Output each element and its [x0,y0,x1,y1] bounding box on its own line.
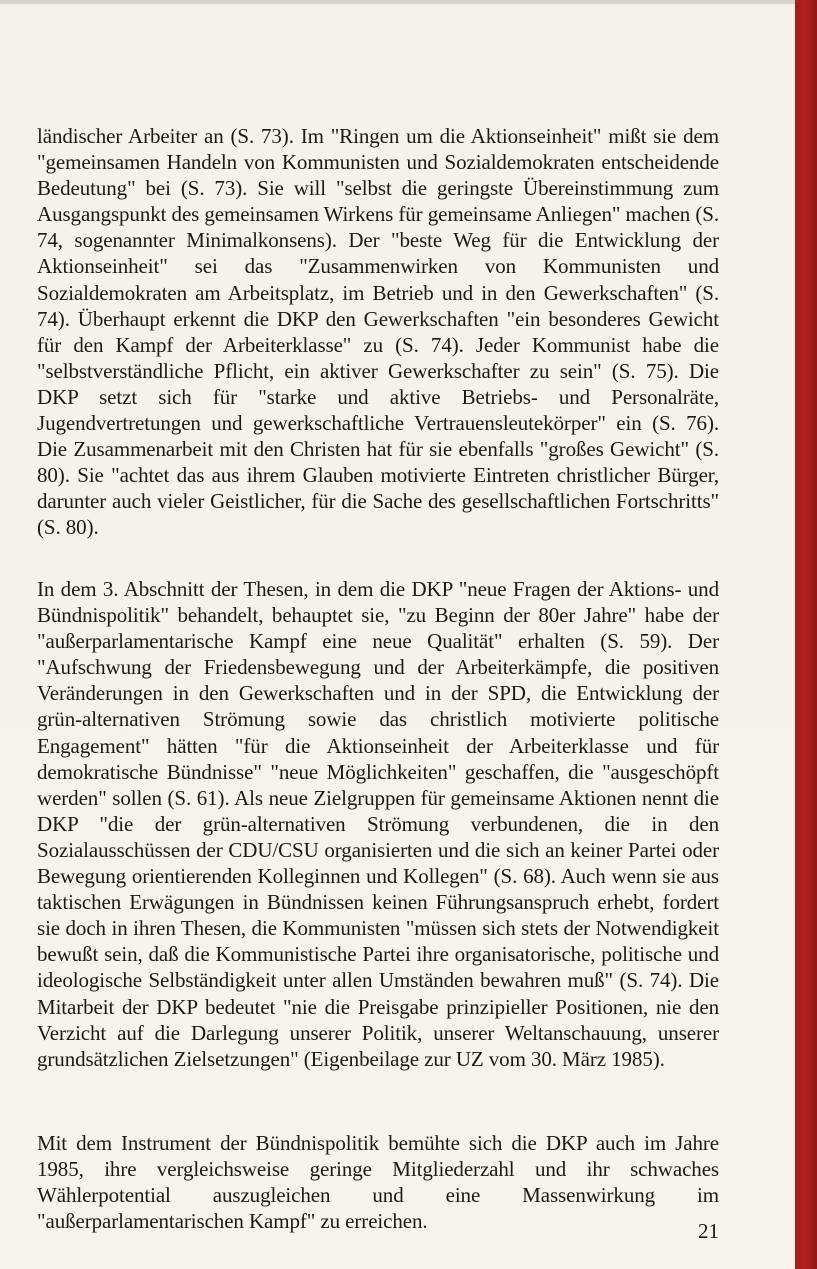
page-number: 21 [698,1219,719,1243]
body-paragraph: ländischer Arbeiter an (S. 73). Im "Ringen um die Aktionseinheit" mißt sie dem "gemeinsamen Handeln von Kommunisten und Sozialdemokraten entscheidende Bedeutung" bei (S. 73). Sie will "selbst die geringste Übereinstimmung zum Ausgangspunkt des gemeinsamen Wirkens für gemeinsame Anliegen" machen (S. 74, sogenannter Minimalkonsens). Der "beste Weg für die Entwicklung der Aktionseinheit" sei das "Zusammenwirken von Kommunisten und Sozialdemokraten am Arbeitsplatz, im Betrieb und in den Gewerkschaften" (S. 74). Überhaupt erkennt die DKP den Gewerkschaften "ein besonderes Gewicht für den Kampf der Arbeiterklasse" zu (S. 74). Jeder Kommunist habe die "selbstverständliche Pflicht, ein aktiver Gewerkschafter zu sein" (S. 75). Die DKP setzt sich für "starke und aktive Betriebs- und Personalräte, Jugendvertretungen und gewerkschaftliche Vertrauensleutekörper" ein (S. 76). Die Zusammenarbeit mit den Christen hat für sie ebenfalls "großes Gewicht" (S. 80). Sie "achtet das aus ihrem Glauben motivierte Eintreten christlicher Bürger, darunter auch vieler Geistlicher, für die Sache des gesellschaftlichen Fortschritts" (S. 80). [37,124,719,540]
body-paragraph: In dem 3. Abschnitt der Thesen, in dem die DKP "neue Fragen der Aktions- und Bündnispolitik" behandelt, behauptet sie, "zu Beginn der 80er Jahre" habe der "außerparlamentarische Kampf eine neue Qualität" erhalten (S. 59). Der "Aufschwung der Friedensbewegung und der Arbeiterkämpfe, die positiven Veränderungen in den Gewerkschaften und in der SPD, die Entwicklung der grün-alternativen Strömung sowie das christlich motivierte politische Engagement" hätten "für die Aktionseinheit der Arbeiterklasse und für demokratische Bündnisse" "neue Möglichkeiten" geschaffen, die "ausgeschöpft werden" sollen (S. 61). Als neue Zielgruppen für gemeinsame Aktionen nennt die DKP "die der grün-alternativen Strömung verbundenen, die in den Sozialausschüssen der CDU/CSU organisierten und die sich an keiner Partei oder Bewegung orientierenden Kolleginnen und Kollegen" (S. 68). Auch wenn sie aus taktischen Erwägungen in Bündnissen keinen Führungsanspruch erhebt, fordert sie doch in ihren Thesen, die Kommunisten "müssen sich stets der Notwendigkeit bewußt sein, daß die Kommunistische Partei ihre organisatorische, politische und ideologische Selbständigkeit unter allen Umständen bewahren muß" (S. 74). Die Mitarbeit der DKP bedeutet "nie die Preisgabe prinzipieller Positionen, nie den Verzicht auf die Darlegung unserer Politik, unserer Weltanschauung, unserer grundsätzlichen Zielsetzungen" (Eigenbeilage zur UZ vom 30. März 1985). [37,577,719,1071]
book-cover-edge [795,0,817,1269]
body-paragraph: Mit dem Instrument der Bündnispolitik bemühte sich die DKP auch im Jahre 1985, ihre vergleichsweise geringe Mitgliederzahl und ihr schwaches Wählerpotential auszugleichen und eine Massenwirkung im "außerparlamentarischen Kampf" zu erreichen. [37,1131,719,1234]
page-top-edge [0,0,795,4]
